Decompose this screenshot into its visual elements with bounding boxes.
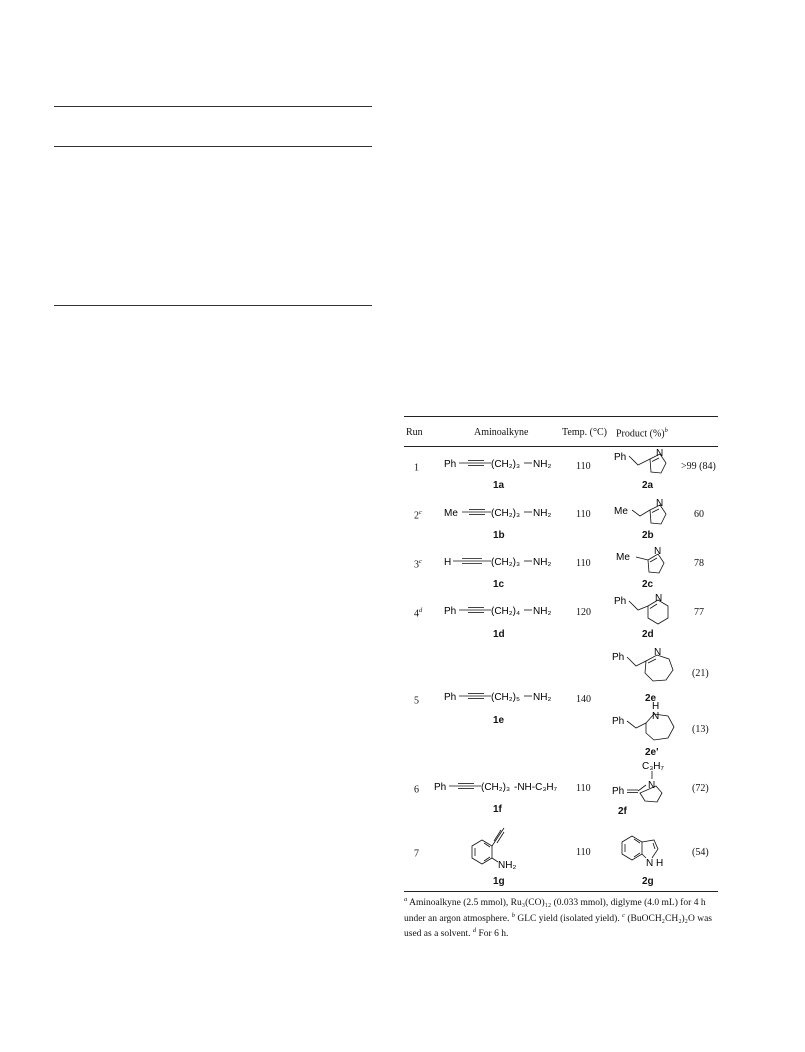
svg-text:N: N [648, 780, 656, 791]
svg-text:N: N [655, 593, 663, 604]
temp-cell: 110 [576, 558, 591, 569]
svg-text:(CH₂)₃: (CH₂)₃ [491, 557, 521, 568]
svg-text:N: N [652, 711, 660, 722]
label-2c: 2c [642, 579, 654, 590]
svg-text:Ph: Ph [612, 652, 625, 663]
label-1a: 1a [493, 480, 505, 491]
svg-text:Ph: Ph [444, 606, 457, 617]
yield-cell: (13) [692, 724, 709, 735]
yield-cell: (54) [692, 847, 709, 858]
run-cell: 4$^d$ [414, 607, 423, 620]
svg-text:(CH₂)₃: (CH₂)₃ [491, 508, 521, 519]
svg-text:Ph: Ph [444, 459, 457, 470]
svg-text:(CH₂)₅: (CH₂)₅ [491, 692, 521, 703]
svg-text:NH₂: NH₂ [498, 860, 517, 871]
header-temp: Temp. (°C) [562, 427, 607, 438]
svg-text:NH₂: NH₂ [533, 459, 552, 470]
svg-text:N: N [656, 498, 664, 509]
svg-text:Me: Me [444, 508, 458, 519]
header-run: Run [406, 427, 423, 438]
table-footnote: $^a$ Aminoalkyne (2.5 mmol), Ru₃(CO)₁₂ (0.033 mmol), diglyme (4.0 mL) for 4 h under an argon atmosphere. $^b$ GLC yield (isolated yield). $^c$ (BuOCH₂CH₂)₂O was used as a solvent. $^d$ For 6 h. [404, 896, 712, 940]
svg-text:N: N [646, 858, 654, 869]
label-1g: 1g [493, 876, 505, 887]
table-bottom-rule [404, 891, 718, 892]
temp-cell: 110 [576, 783, 591, 794]
product-2e-structure [612, 646, 692, 690]
left-header-rule [54, 146, 372, 147]
header-product: Product (%)$^b$ [616, 427, 668, 440]
label-2d: 2d [642, 629, 654, 640]
run-cell: 3$^c$ [414, 558, 422, 571]
aminoalkyne-1a-structure [444, 451, 564, 475]
label-1b: 1b [493, 530, 505, 541]
yield-cell: 60 [694, 509, 704, 520]
svg-text:(CH₂)₃: (CH₂)₃ [491, 459, 521, 470]
svg-text:(CH₂)₃: (CH₂)₃ [481, 782, 511, 793]
svg-text:NH₂: NH₂ [533, 606, 552, 617]
svg-text:NH₂: NH₂ [533, 692, 552, 703]
label-2e-prime: 2e' [645, 747, 659, 758]
svg-text:Me: Me [614, 506, 628, 517]
label-1e: 1e [493, 715, 505, 726]
aminoalkyne-1d-structure [444, 598, 564, 622]
product-2d-structure [614, 592, 686, 630]
svg-text:Ph: Ph [612, 716, 625, 727]
svg-text:NH₂: NH₂ [533, 557, 552, 568]
svg-text:N: N [656, 448, 664, 459]
run-cell: 5 [414, 695, 419, 707]
yield-cell: (72) [692, 783, 709, 794]
svg-text:N: N [654, 546, 662, 557]
yield-cell: 77 [694, 607, 704, 618]
aminoalkyne-1c-structure [444, 549, 564, 573]
svg-text:Ph: Ph [434, 782, 447, 793]
label-1c: 1c [493, 579, 505, 590]
product-2b-structure [614, 496, 684, 532]
product-2g-structure [618, 826, 682, 876]
aminoalkyne-1b-structure [444, 500, 564, 524]
svg-text:Ph: Ph [444, 692, 457, 703]
run-cell: 2$^c$ [414, 509, 422, 522]
label-2f: 2f [618, 806, 627, 817]
svg-text:-NH-C₃H₇: -NH-C₃H₇ [514, 782, 558, 793]
svg-text:N: N [654, 647, 662, 658]
svg-text:Ph: Ph [614, 596, 627, 607]
aminoalkyne-1g-structure [464, 824, 544, 880]
aminoalkyne-1e-structure [444, 684, 564, 708]
label-2g: 2g [642, 876, 654, 887]
yield-cell: >99 (84) [681, 461, 716, 472]
yield-cell: (21) [692, 668, 709, 679]
svg-text:Ph: Ph [612, 786, 625, 797]
product-2f-structure [612, 760, 692, 806]
temp-cell: 120 [576, 607, 591, 618]
run-cell: 7 [414, 848, 419, 860]
aminoalkyne-1f-structure [434, 774, 576, 798]
svg-text:C₃H₇: C₃H₇ [642, 761, 664, 772]
label-1f: 1f [493, 804, 502, 815]
svg-text:H: H [656, 858, 664, 869]
temp-cell: 140 [576, 694, 591, 705]
svg-text:(CH₂)₄: (CH₂)₄ [491, 606, 521, 617]
temp-cell: 110 [576, 461, 591, 472]
yield-cell: 78 [694, 558, 704, 569]
svg-text:NH₂: NH₂ [533, 508, 552, 519]
header-aminoalkyne: Aminoalkyne [474, 427, 529, 438]
label-2b: 2b [642, 530, 654, 541]
label-1d: 1d [493, 629, 505, 640]
svg-text:H: H [652, 701, 660, 712]
product-2e-prime-structure [612, 700, 692, 746]
table-top-rule [404, 416, 718, 417]
label-2e: 2e [645, 693, 657, 704]
svg-text:H: H [444, 557, 452, 568]
run-cell: 1 [414, 462, 419, 474]
label-2a: 2a [642, 480, 654, 491]
product-2c-structure [614, 544, 684, 580]
svg-text:Me: Me [616, 552, 630, 563]
temp-cell: 110 [576, 847, 591, 858]
run-cell: 6 [414, 784, 419, 796]
product-2a-structure [614, 446, 684, 482]
left-top-rule [54, 106, 372, 107]
temp-cell: 110 [576, 509, 591, 520]
svg-text:Ph: Ph [614, 452, 627, 463]
left-bottom-rule [54, 305, 372, 306]
